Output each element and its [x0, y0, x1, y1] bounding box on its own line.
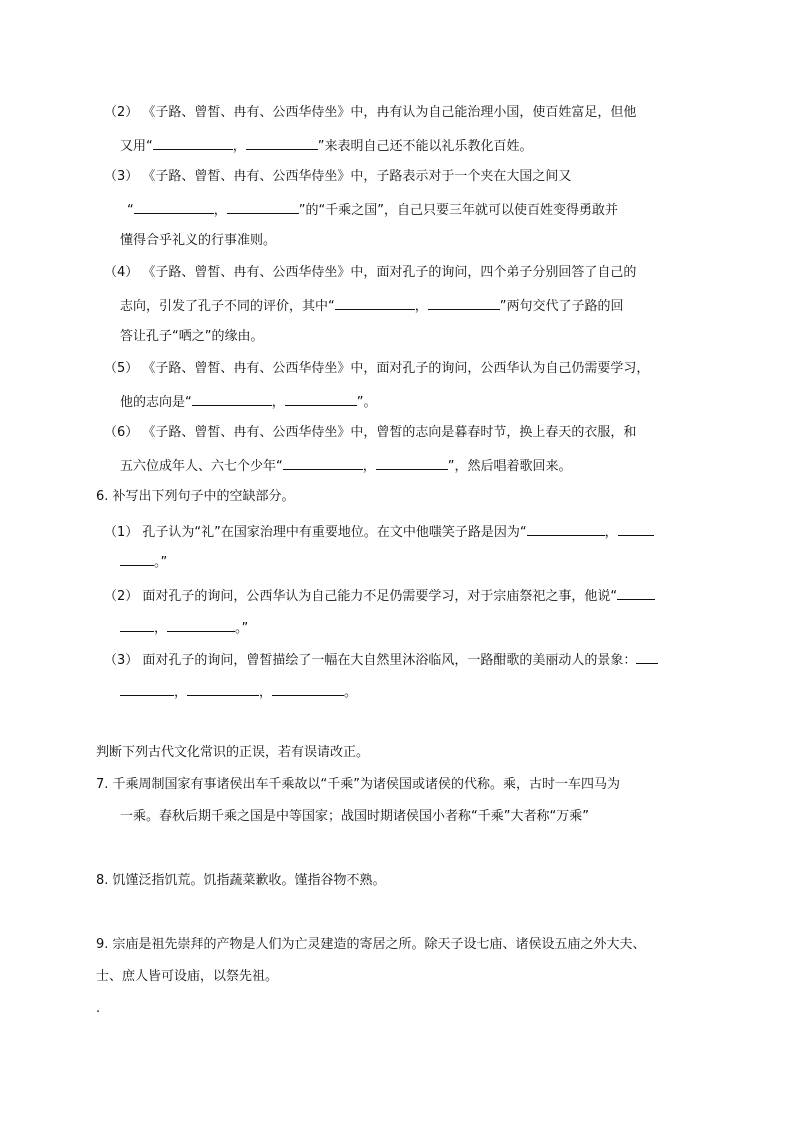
blank-1[interactable] — [335, 295, 415, 310]
trailing-dot: . — [96, 1001, 101, 1016]
text: 他的志向是“ — [120, 395, 192, 410]
text: ， — [362, 459, 376, 474]
blank-1[interactable] — [283, 455, 363, 470]
q5-6-line1: （6） 《子路、曾皙、冉有、公西华侍坐》中，曾皙的志向是暮春时节，换上春天的衣服，和 — [104, 425, 637, 440]
blank-1[interactable] — [134, 199, 214, 214]
q5-3-line2 — [127, 199, 618, 221]
q5-2-line1: （2） 《子路、曾皙、冉有、公西华侍坐》中，冉有认为自己能治理小国，使百姓富足，但他 — [104, 105, 637, 120]
blank-2[interactable] — [376, 455, 448, 470]
text: （1） 孔子认为“礼”在国家治理中有重要地位。在文中他嗤笑子路是因为“ — [104, 525, 527, 540]
text: ， — [213, 203, 227, 218]
blank-1b[interactable] — [120, 617, 154, 632]
blank-1[interactable] — [527, 521, 605, 536]
q9-line2: 士、庶人皆可设庙，以祭先祖。 — [96, 969, 279, 984]
q7-line1: 7. 千乘周制国家有事诸侯出车千乘故以“千乘”为诸侯国或诸侯的代称。乘，古时一车四马为 — [96, 777, 621, 792]
blank-2b[interactable] — [120, 551, 154, 566]
blank-2[interactable] — [167, 617, 235, 632]
q6-title: 6. 补写出下列句子中的空缺部分。 — [96, 489, 295, 504]
blank-2[interactable] — [428, 295, 500, 310]
text: ”的“千乘之国”，自己只要三年就可以使百姓变得勇敢并 — [298, 203, 618, 218]
q5-3-line3: 懂得合乎礼义的行事准则。 — [120, 233, 277, 248]
q6-1-line1 — [104, 521, 654, 543]
q6-3-line1 — [104, 649, 658, 671]
text: ， — [414, 299, 428, 314]
text: ”来表明自己还不能以礼乐教化百姓。 — [317, 139, 533, 154]
blank-1[interactable] — [192, 391, 272, 406]
text: ， — [271, 395, 285, 410]
q5-3-line1: （3） 《子路、曾皙、冉有、公西华侍坐》中，子路表示对于一个夹在大国之间又 — [104, 169, 572, 184]
blank-1b[interactable] — [120, 681, 174, 696]
text: ， — [604, 525, 618, 540]
text: ， — [154, 621, 168, 636]
text: ”，然后唱着歌回来。 — [447, 459, 572, 474]
blank-2[interactable] — [285, 391, 357, 406]
q5-6-line2 — [120, 455, 572, 477]
q5-5-line1: （5） 《子路、曾皙、冉有、公西华侍坐》中，面对孔子的询问，公西华认为自己仍需要学习， — [104, 361, 650, 376]
text: ”。 — [356, 395, 377, 410]
q5-5-line2 — [120, 391, 377, 413]
text: 又用“ — [120, 139, 153, 154]
text: （3） 面对孔子的询问，曾皙描绘了一幅在大自然里沐浴临风，一路酣歌的美丽动人的景象： — [104, 653, 637, 668]
blank-2[interactable] — [187, 681, 259, 696]
q5-4-line3: 答让孔子“哂之”的缘由。 — [120, 329, 264, 344]
text: 志向，引发了孔子不同的评价，其中“ — [120, 299, 335, 314]
text: 。” — [235, 621, 249, 636]
q5-4-line2 — [120, 295, 624, 317]
judge-intro: 判断下列古代文化常识的正误，若有误请改正。 — [96, 745, 370, 760]
blank-1a[interactable] — [617, 585, 655, 600]
text: ， — [259, 685, 273, 700]
text: 。” — [154, 555, 168, 570]
q6-3-line2 — [120, 681, 357, 703]
blank-2a[interactable] — [618, 521, 654, 536]
text: ”两句交代了子路的回 — [499, 299, 624, 314]
text: ， — [174, 685, 188, 700]
text: 五六位成年人、六七个少年“ — [120, 459, 283, 474]
blank-1a[interactable] — [636, 649, 658, 664]
q8-line: 8. 饥馑泛指饥荒。饥指蔬菜歉收。馑指谷物不熟。 — [96, 873, 386, 888]
blank-3[interactable] — [272, 681, 344, 696]
q6-1-line2 — [120, 551, 167, 573]
blank-2[interactable] — [227, 199, 299, 214]
q5-4-line1: （4） 《子路、曾皙、冉有、公西华侍坐》中，面对孔子的询问，四个弟子分别回答了自己的 — [104, 265, 637, 280]
q5-2-line2 — [120, 135, 533, 157]
q6-2-line2 — [120, 617, 248, 639]
blank-2[interactable] — [246, 135, 318, 150]
text: “ — [127, 203, 134, 218]
q9-line1: 9. 宗庙是祖先崇拜的产物是人们为亡灵建造的寄居之所。除天子设七庙、诸侯设五庙之外大夫、 — [96, 937, 646, 952]
text: ， — [232, 139, 246, 154]
text: （2） 面对孔子的询问，公西华认为自己能力不足仍需要学习，对于宗庙祭祀之事，他说“ — [104, 589, 618, 604]
blank-1[interactable] — [153, 135, 233, 150]
q7-line2: 一乘。春秋后期千乘之国是中等国家；战国时期诸侯国小者称“千乘”大者称“万乘” — [120, 809, 589, 824]
text: 。 — [344, 685, 358, 700]
q6-2-line1 — [104, 585, 655, 607]
